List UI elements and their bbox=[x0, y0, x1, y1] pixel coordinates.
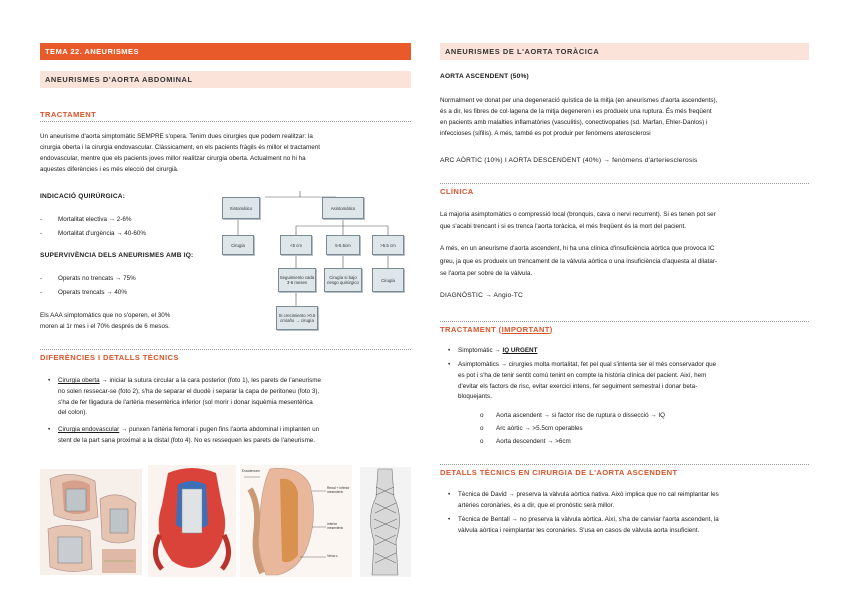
detalls-bullet-david: • Tècnica de David → preserva la vàlvula aòrtica nativa. Això implica que no cal reimplantar les artèries coronàries, és a dir, que el pronòstic serà millor. bbox=[448, 491, 719, 509]
diferencies-bullet-1: • Cirurgia oberta → iniciar la sutura circular a la cara posterior (foto 1), les parets de l'aneurisme no solen ressecar-se (foto 2), s'ha de separar el duodè i separar la capa de peritoneu (foto 3), s'ha de fer lligadura de l'artèria mesentèrica inferior (sol morir i donar isquèmia mesentèrica del colon). bbox=[48, 377, 321, 417]
tractament-line-3: endovascular, mentre que els pacients joves millor realitzar cirurgia oberta. Actualment no hi ha bbox=[40, 155, 306, 162]
fc-lt5: <5 cm bbox=[280, 235, 312, 255]
photo-label-renal: Renal + inferior mesenteric bbox=[327, 486, 350, 494]
clinica-p2-line-2: greu, ja que es produeix un trencament de la vàlvula aòrtica o una insuficiència d'aquesta al dilatar- bbox=[440, 258, 718, 265]
aorta-ascendent-line-3: en pacients amb malalties inflamatòries (vasculitis), conectivopaties (sd. Marfan, Ehler-Danlos) i bbox=[440, 119, 708, 126]
fc-asintomatico: Asintomático bbox=[322, 197, 364, 219]
arc-aortic-line: ARC AÒRTIC (10%) I AORTA DESCENDENT (40%) → fenòmens d'arteriesclerosis bbox=[440, 157, 698, 164]
tractament-toracica-heading: TRACTAMENT (IMPORTANT) bbox=[440, 321, 809, 336]
supervivencia-note-1: Els AAA simptomàtics que no s'operen, el 30% bbox=[40, 312, 171, 319]
tractament-sub-2: o Arc aòrtic → >5.5cm operables bbox=[480, 425, 583, 432]
fc-cirugia-2: Cirugía bbox=[372, 268, 404, 292]
detalls-bullet-bentall: • Tècnica de Bentall → no preserva la vàlvula aòrtica. Així, s'ha de canviar l'aorta ascendent, la vàlvula aòrtica i reimplantar les coronàries. S'usa en casos de vàlvula aorta insuficient. bbox=[448, 516, 719, 534]
photo-label-duodenum: Duodenum bbox=[242, 469, 260, 473]
fc-cirugia-1: Cirugía bbox=[222, 235, 254, 255]
photo-1-suture bbox=[40, 469, 142, 575]
tractament-line-4: aquestes diferències i es més elecció del cirurgià. bbox=[40, 166, 179, 173]
diagnostic-line: DIAGNÒSTIC → Angio-TC bbox=[440, 292, 523, 299]
photo-4-stent bbox=[360, 467, 411, 577]
tractament-heading: TRACTAMENT bbox=[40, 110, 411, 122]
photo-label-inferior: Inferior mesenteric bbox=[327, 522, 344, 530]
clinica-p2-line-3: se l'aorta per sobre de la vàlvula. bbox=[440, 270, 533, 277]
photo-2-aneurysm-wall bbox=[148, 465, 236, 577]
page-title: TEMA 22. ANEURISMES bbox=[40, 43, 411, 60]
surgery-photos bbox=[40, 463, 411, 581]
tractament-bullet-asimptomatic: • Asimptomàtics → cirurgies molta mortalitat, fet pel qual s'intenta ser el més conservador que es pot i s'ha de tenir sentit comú tenint en compte la història clínica del pacient. Així, hem d'evitar els factors de risc, evitar exercici intens, fer seguiment semestral i donar beta- bloquejants. bbox=[448, 361, 717, 401]
tractament-bullet-simptomatic: • Simptomàtic → IQ URGENT bbox=[448, 347, 538, 354]
aorta-ascendent-line-4: infeccioses (sífilis). A més, també es pot produir per fenòmens aterosclerosi bbox=[440, 130, 651, 137]
supervivencia-note-2: moren al 1r mes i el 70% després de 6 mesos. bbox=[40, 323, 170, 330]
fc-seguimiento: Seguimiento cada 3-6 meses bbox=[278, 268, 316, 292]
fc-5-55: 5-5.5cm bbox=[326, 235, 360, 255]
diferencies-bullet-2: • Cirurgia endovascular → punxen l'artèria femoral i pugen fins l'aorta abdominal i implanten un stent de la part sana proximal a la distal (foto 4). No es ressequen les parets de l'aneurisme. bbox=[48, 426, 320, 444]
aorta-ascendent-line-2: és a dir, les fibres de col·lagena de la mitja degeneren i es produeix una ruptura. És més freqüent bbox=[440, 108, 712, 115]
tractament-line-1: Un aneurisme d'aorta simptomàtic SEMPRE s'opera. Tenim dues cirurgies que podem realitzar: la bbox=[40, 133, 313, 140]
aorta-ascendent-line-1: Normalment ve donat per una degeneració quística de la mitja (en aneurismes d'aorta ascendents), bbox=[440, 97, 718, 104]
tractament-sub-1: o Aorta ascendent → si factor risc de ruptura o dissecció → IQ bbox=[480, 412, 666, 419]
clinica-p2-line-1: A més, en un aneurisme d'aorta ascendent, hi ha una clínica d'insuficiència aòrtica que provoca IC bbox=[440, 245, 715, 252]
detalls-heading: DETALLS TÈCNICS EN CIRURGIA DE L'AORTA ASCENDENT bbox=[440, 464, 809, 479]
diferencies-heading: DIFERÈNCIES I DETALLS TÈCNICS bbox=[40, 349, 411, 364]
fc-sintomatico: Sintomático bbox=[222, 197, 260, 219]
fc-bajo-riesgo: Cirugía si bajo riesgo quirúrgico bbox=[324, 268, 362, 292]
flowchart bbox=[218, 189, 410, 335]
tractament-sub-3: o Aorta descendent → >6cm bbox=[480, 438, 571, 445]
section-subtitle: ANEURISMES D'AORTA ABDOMINAL bbox=[40, 71, 411, 88]
photo-3-duodenum bbox=[240, 465, 352, 577]
clinica-p1-line-1: La majoria asimptomàtics o compressió local (bronquis, cava o nervi recurrent). Si es tenen pot ser bbox=[440, 211, 716, 218]
fc-gt55: >5.5 cm bbox=[372, 235, 404, 255]
indicacio-label: INDICACIÓ QUIRÚRGICA: bbox=[40, 193, 126, 200]
toracica-heading: ANEURISMES DE L'AORTA TORÀCICA bbox=[440, 43, 809, 60]
tractament-line-2: cirurgia oberta i la cirurgia endovascular. Clàssicament, en els pacients fràgils és millor el tractament bbox=[40, 144, 320, 151]
aorta-ascendent-label: AORTA ASCENDENT (50%) bbox=[440, 73, 529, 80]
clinica-p1-line-2: que s'acabi trencant i si es trenca l'aorta toràcica, el més freqüent és la mort del pacient. bbox=[440, 223, 687, 230]
photo-label-vena: Vena c. bbox=[327, 554, 339, 558]
supervivencia-label: SUPERVIVÈNCIA DELS ANEURISMES AMB IQ: bbox=[40, 252, 194, 259]
fc-crecimiento: Si crecimiento >0.5 cm/año → cirugía bbox=[276, 306, 318, 330]
clinica-heading: CLÍNICA bbox=[440, 183, 809, 198]
